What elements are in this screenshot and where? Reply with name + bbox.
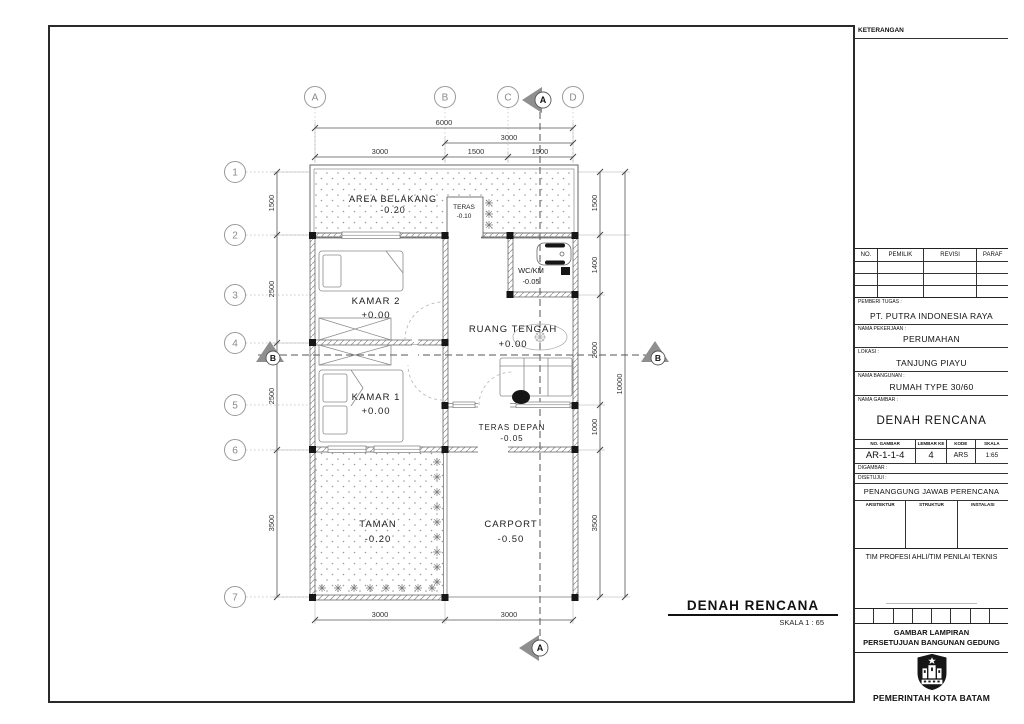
dim-top-bd: 3000 [500, 133, 518, 142]
svg-text:A: A [539, 95, 547, 106]
grid-row-1: 1 [232, 167, 238, 179]
rev-col-pemilik: PEMILIK [878, 249, 924, 261]
svg-text:TERAS DEPAN: TERAS DEPAN [478, 423, 546, 432]
dim-left-2: 2500 [267, 280, 276, 298]
sofa-set [500, 358, 572, 404]
info-header-lembar-ke: LEMBAR KE [916, 440, 946, 449]
toilet [537, 243, 571, 265]
dim-right-4: 1000 [590, 418, 599, 436]
section-marker-a-top [522, 87, 551, 113]
dim-right-3: 2600 [590, 341, 599, 359]
field-value: PERUMAHAN [902, 334, 960, 345]
discipline-arsitektur: ARSITEKTUR [865, 501, 895, 507]
svg-text:+0.00: +0.00 [498, 339, 528, 350]
field-label: LOKASI : [858, 349, 879, 356]
room-label-carport [484, 519, 537, 545]
info-value-no-gambar: AR-1-1-4 [865, 450, 905, 462]
grid-row-7: 7 [232, 592, 238, 604]
dim-left-1: 1500 [267, 194, 276, 212]
penanggung-row: PENANGGUNG JAWAB PERENCANA [855, 484, 1008, 501]
signature-line [886, 603, 978, 604]
field-pemberi-tugas [855, 298, 1008, 325]
svg-text:CARPORT: CARPORT [484, 519, 538, 530]
field-label: NAMA GAMBAR : [858, 397, 899, 404]
thin-walls [444, 404, 579, 598]
dim-top-ab: 3000 [371, 147, 389, 156]
section-marker-b-left [256, 341, 284, 365]
info-header-kode: KODE [947, 440, 975, 449]
pemerintah-text: PEMERINTAH KOTA BATAM [872, 692, 991, 703]
field-value: PT. PUTRA INDONESIA RAYA [869, 310, 994, 321]
dim-right-5: 3500 [590, 514, 599, 532]
dim-bottom-bd: 3000 [500, 610, 518, 619]
info-header-skala: SKALA [976, 440, 1008, 449]
dim-top-cd: 1500 [531, 147, 549, 156]
dim-right-1: 1500 [590, 194, 599, 212]
dim-left-3: 2500 [267, 387, 276, 405]
drawing-title-text: DENAH RENCANA [668, 598, 838, 616]
svg-text:-0.05: -0.05 [500, 434, 524, 443]
svg-text:KAMAR 1: KAMAR 1 [351, 392, 401, 403]
info-value-skala: 1:65 [985, 452, 999, 460]
bed-kamar-2 [319, 251, 403, 291]
field-label: NAMA BANGUNAN : [858, 373, 905, 380]
field-nama-gambar [855, 396, 1008, 440]
revision-row-empty [855, 286, 1008, 298]
discipline-struktur: STRUKTUR [919, 501, 944, 507]
dim-bottom-ab: 3000 [371, 610, 389, 619]
lampiran-line2: PERSETUJUAN BANGUNAN GEDUNG [863, 638, 1000, 648]
field-label: NAMA PEKERJAAN : [858, 325, 907, 332]
floor-drain [561, 267, 570, 275]
room-label-teras-depan [479, 423, 546, 443]
svg-text:-0.20: -0.20 [364, 534, 392, 545]
field-nama-bangunan [855, 372, 1008, 396]
section-marker-b-right [641, 341, 669, 365]
revision-row-empty [855, 274, 1008, 286]
svg-text:-0.10: -0.10 [456, 213, 472, 220]
dim-left-4: 3500 [267, 514, 276, 532]
svg-text:KAMAR 2: KAMAR 2 [351, 296, 401, 307]
revision-table-header [855, 249, 1008, 262]
dim-top-overall: 6000 [435, 118, 453, 127]
rev-col-revisi: REVISI [924, 249, 978, 261]
svg-text:-0.20: -0.20 [380, 205, 406, 215]
section-marker-a-bottom [519, 635, 548, 661]
svg-text:TAMAN: TAMAN [359, 519, 397, 530]
batam-city-logo [915, 653, 949, 691]
rev-col-no: NO. [855, 249, 878, 261]
info-header-no-gambar: NO. GAMBAR [855, 440, 915, 449]
cell-strip [855, 608, 1008, 624]
disetujui-row: DISETUJUI : [855, 474, 1008, 484]
rev-col-paraf: PARAF [982, 251, 1003, 258]
field-lokasi [855, 348, 1008, 372]
svg-text:+0.00: +0.00 [361, 310, 391, 321]
grid-col-d: D [569, 92, 577, 104]
drawing-title [668, 598, 838, 627]
grid-col-a: A [311, 92, 319, 104]
svg-text:AREA BELAKANG: AREA BELAKANG [348, 194, 438, 204]
field-value: RUMAH TYPE 30/60 [889, 382, 974, 393]
grid-row-4: 4 [232, 338, 238, 350]
grid-row-2: 2 [232, 230, 238, 242]
field-value: TANJUNG PIAYU [896, 358, 967, 369]
dim-right-2: 1400 [590, 256, 599, 274]
dim-top-bc: 1500 [467, 147, 485, 156]
drawing-scale-text: SKALA 1 : 65 [779, 618, 824, 627]
field-label: PEMBERI TUGAS : [858, 298, 902, 305]
tim-profesi-block [855, 549, 1008, 608]
digambar-row: DIGAMBAR : [855, 464, 1008, 474]
title-block [853, 25, 1008, 703]
disciplines-row [855, 501, 1008, 550]
svg-text:-0.05: -0.05 [522, 277, 540, 286]
svg-text:A: A [536, 643, 544, 654]
keterangan-box [855, 39, 1008, 249]
grid-row-5: 5 [232, 400, 238, 412]
svg-text:-0.50: -0.50 [497, 534, 525, 545]
grid-row-6: 6 [232, 445, 238, 457]
door-arcs [405, 302, 512, 405]
field-nama-pekerjaan [855, 325, 1008, 349]
keterangan-header: KETERANGAN [855, 25, 1008, 39]
svg-text:B: B [654, 353, 662, 363]
tim-profesi-text: TIM PROFESI AHLI/TIM PENILAI TEKNIS [865, 554, 998, 562]
svg-text:B: B [269, 353, 277, 363]
info-value-kode: ARS [953, 452, 969, 460]
svg-text:TERAS: TERAS [453, 204, 475, 211]
dim-right-overall: 10000 [615, 373, 624, 395]
room-label-kamar-1 [352, 392, 401, 417]
svg-text:+0.00: +0.00 [361, 406, 391, 417]
revision-row-empty [855, 262, 1008, 274]
grid-row-3: 3 [232, 290, 238, 302]
government-block [855, 653, 1008, 703]
lampiran-line1: GAMBAR LAMPIRAN [893, 627, 970, 637]
grid-col-b: B [441, 92, 449, 104]
svg-text:WC/KM: WC/KM [518, 266, 544, 275]
svg-text:RUANG TENGAH: RUANG TENGAH [468, 324, 558, 335]
info-value-lembar-ke: 4 [928, 450, 934, 462]
lampiran-block [855, 624, 1008, 653]
field-value: DENAH RENCANA [876, 414, 987, 427]
room-label-kamar-2 [352, 296, 401, 321]
drawing-info-table [855, 440, 1008, 464]
grid-col-c: C [504, 92, 512, 104]
discipline-instalasi: INSTALASI [971, 501, 995, 507]
